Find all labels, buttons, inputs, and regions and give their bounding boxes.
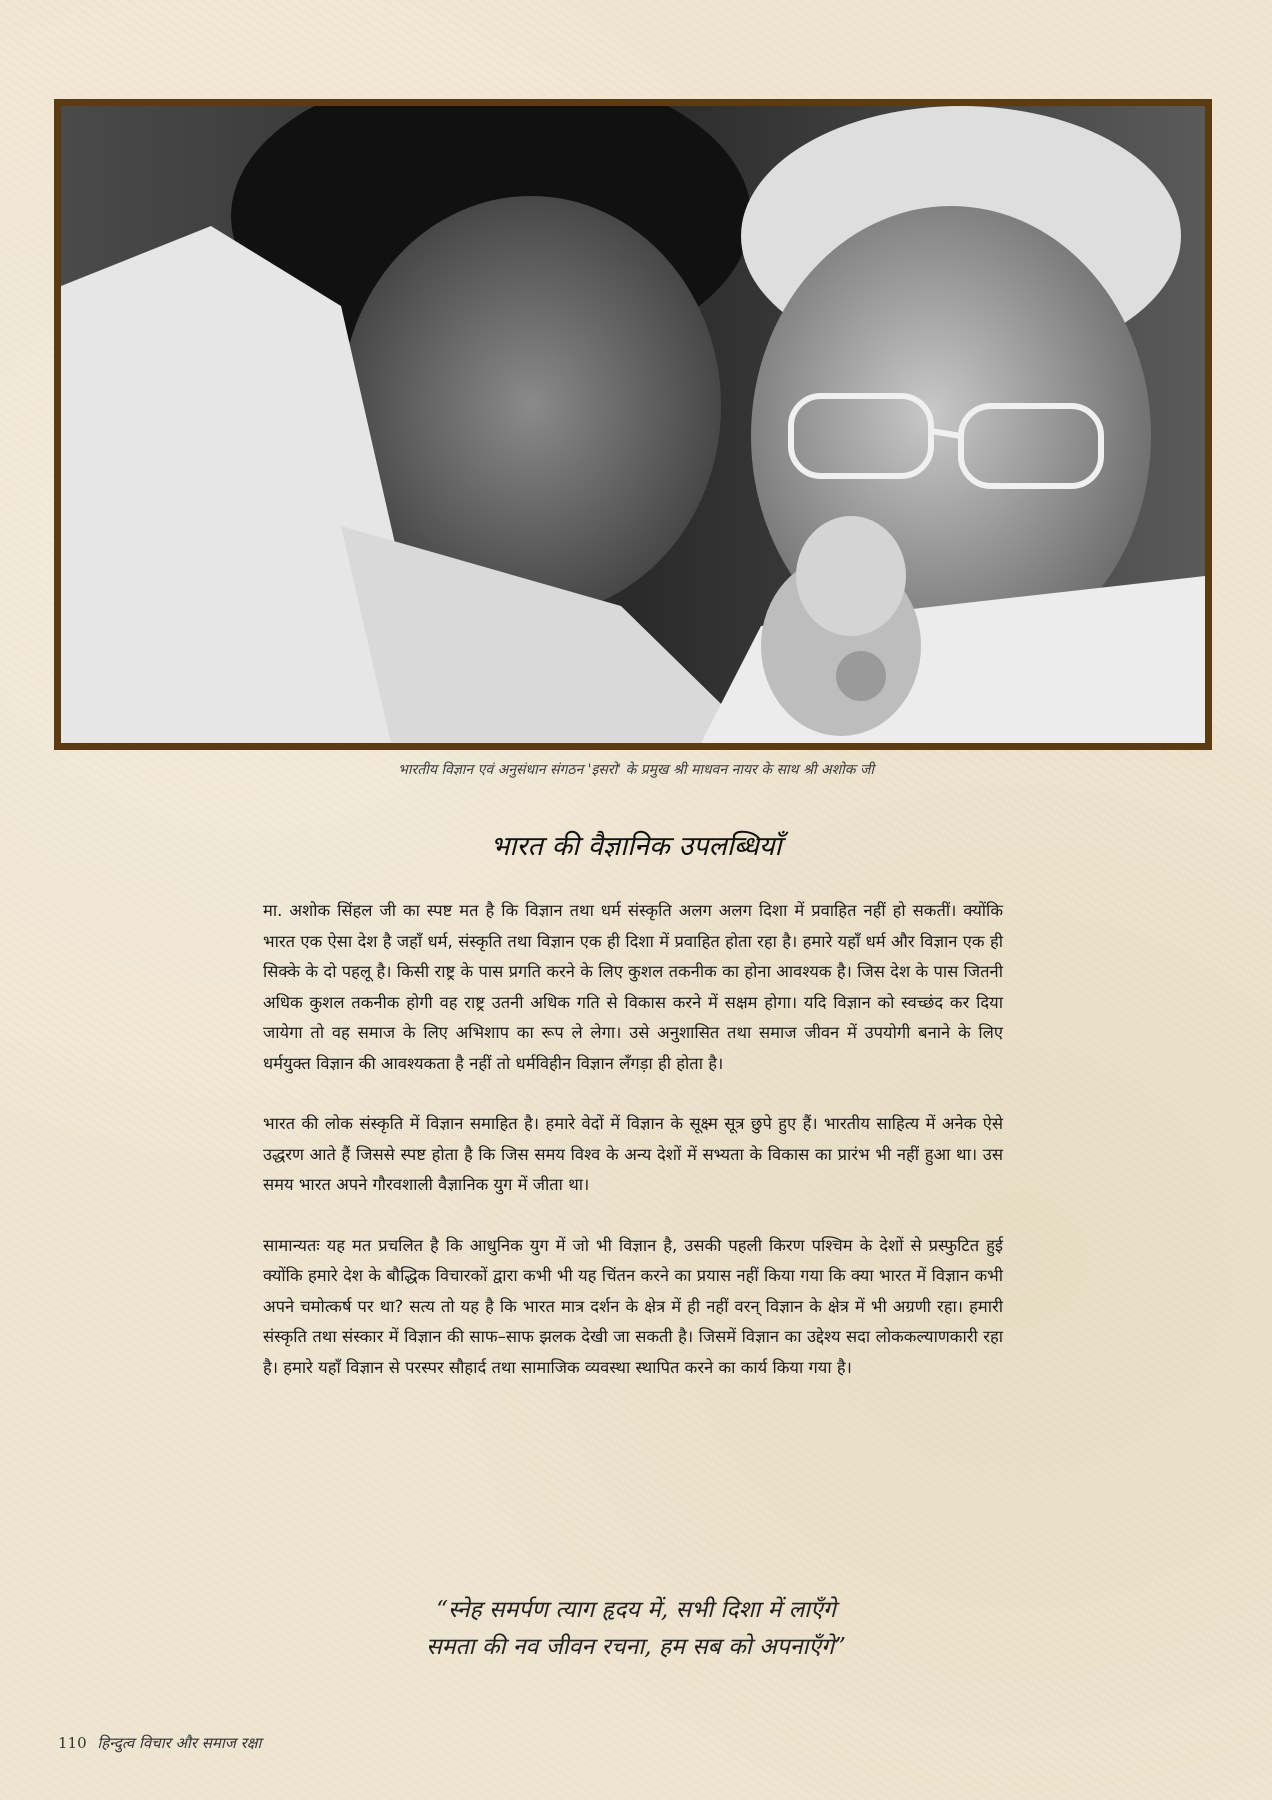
paragraph: सामान्यतः यह मत प्रचलित है कि आधुनिक युग में जो भी विज्ञान है, उसकी पहली किरण पश्चिम के देशों से प्रस्फुटित हुई क्योंकि हमारे देश के बौद्धिक विचारकों द्वारा कभी भी यह चिंतन करने का प्रयास नहीं किया गया कि क्या भारत में विज्ञान कभी अपने चमोत्कर्ष पर था? सत्य तो यह है कि भारत मात्र दर्शन के क्षेत्र में ही नहीं वरन् विज्ञान के क्षेत्र में भी अग्रणी रहा। हमारी संस्कृति तथा संस्कार में विज्ञान की साफ–साफ झलक देखी जा सकती है। जिसमें विज्ञान का उद्देश्य सदा लोककल्याणकारी रहा है। हमारे यहाँ विज्ञान से परस्पर सौहार्द तथा सामाजिक व्यवस्था स्थापित करने का कार्य किया गया है।	[263, 1235, 1003, 1377]
quote-line: “स्नेह समर्पण त्याग हृदय में, सभी दिशा में लाएँगे	[436, 1597, 836, 1623]
article-title: भारत की वैज्ञानिक उपलब्धियाँ	[490, 831, 782, 862]
photo-frame	[54, 99, 1212, 750]
paragraph: भारत की लोक संस्कृति में विज्ञान समाहित है। हमारे वेदों में विज्ञान के सूक्ष्म सूत्र छुपे हुए हैं। भारतीय साहित्य में अनेक ऐसे उद्धरण आते हैं जिससे स्पष्ट होता है कि जिस समय विश्व के अन्य देशों में सभ्यता के विकास का प्रारंभ भी नहीं हुआ था। उस समय भारत अपने गौरवशाली वैज्ञानिक युग में जीता था।	[263, 1114, 1003, 1194]
paragraph: मा. अशोक सिंहल जी का स्पष्ट मत है कि विज्ञान तथा धर्म संस्कृति अलग अलग दिशा में प्रवाहित नहीं हो सकतीं। क्योंकि भारत एक ऐसा देश है जहाँ धर्म, संस्कृति तथा विज्ञान एक ही दिशा में प्रवाहित होता रहा है। हमारे यहाँ धर्म और विज्ञान एक ही सिक्के के दो पहलू है। किसी राष्ट्र के पास प्रगति करने के लिए कुशल तकनीक का होना आवश्यक है। जिस देश के पास जितनी अधिक कुशल तकनीक होगी वह राष्ट्र उतनी अधिक गति से विकास करने में सक्षम होगा। यदि विज्ञान को स्वच्छंद कर दिया जायेगा तो वह समाज के लिए अभिशाप का रूप ले लेगा। उसे अनुशासित तथा समाज जीवन में उपयोगी बनाने के लिए धर्मयुक्त विज्ञान की आवश्यकता है नहीं तो धर्मविहीन विज्ञान लँगड़ा ही होता है।	[263, 901, 1003, 1073]
photo-caption: भारतीय विज्ञान एवं अनुसंधान संगठन 'इसरो' के प्रमुख श्री माधवन नायर के साथ श्री अशोक जी	[398, 762, 874, 778]
publication-title: हिन्दुत्व विचार और समाज रक्षा	[97, 1734, 262, 1752]
photo-two-men-with-krishna-idol	[61, 106, 1205, 743]
quote-line: समता की नव जीवन रचना, हम सब को अपनाएँगे”	[426, 1634, 846, 1660]
page-footer	[58, 1733, 261, 1753]
poem-quote	[0, 1592, 1272, 1666]
page-number: 110	[58, 1734, 87, 1752]
article-body	[263, 896, 1003, 1413]
